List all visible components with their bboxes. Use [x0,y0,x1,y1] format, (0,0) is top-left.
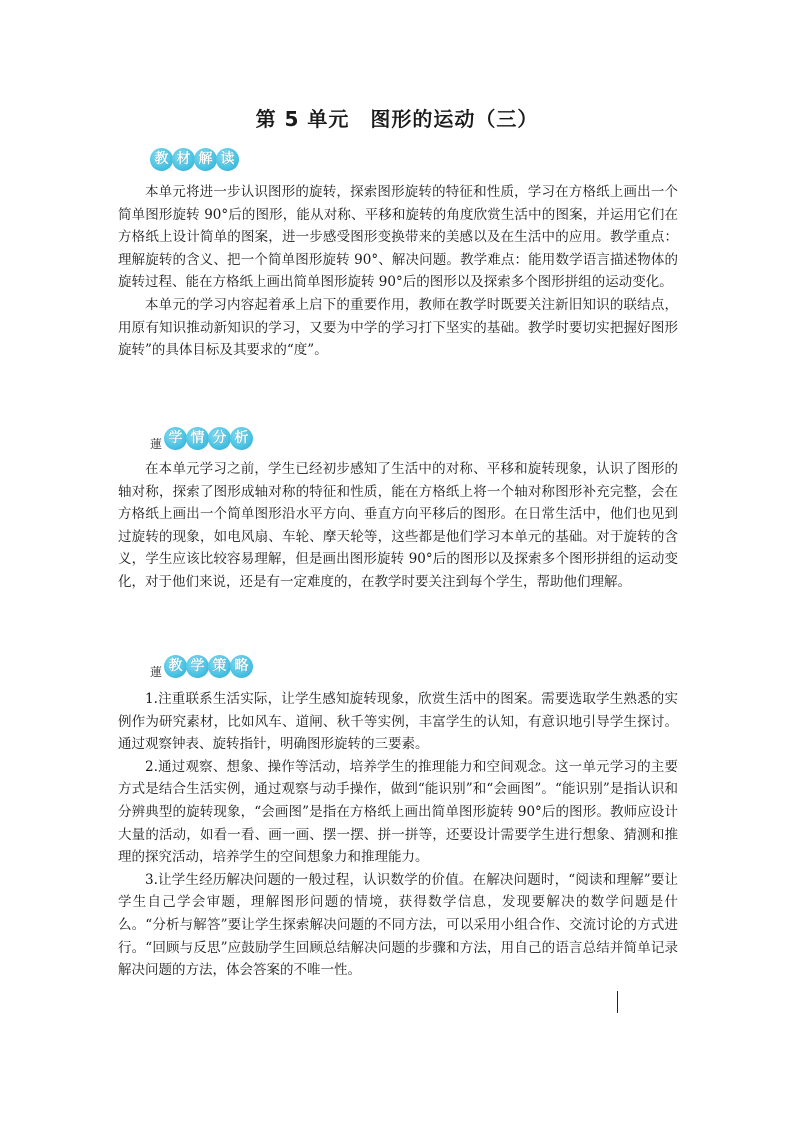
badge-char: 策 [208,655,231,678]
section-badge [150,148,238,171]
section-marker: 蓮 [150,437,163,451]
badge-char: 情 [186,427,209,450]
paragraph: 本单元的学习内容起着承上启下的重要作用，教师在教学时既要关注新旧知识的联结点，用原有知识推动新知识的学习，又要为中学的学习打下坚实的基础。教学时要切实把握好图形旋转”的具体目标及其要求的“度”。 [118,296,678,359]
badge-char: 析 [230,427,253,450]
vertical-divider [617,991,618,1013]
badge-char: 略 [230,655,253,678]
badge-char: 学 [164,427,187,450]
section-header-learning-analysis [150,427,252,450]
section-badge [164,427,252,450]
badge-char: 读 [216,148,239,171]
paragraph: 1.注重联系生活实际，让学生感知旋转现象，欣赏生活中的图案。需要选取学生熟悉的实例作为研究素材，比如风车、道闸、秋千等实例，丰富学生的认知，有意识地引导学生探讨。通过观察钟表、旋转指针，明确图形旋转的三要素。 [118,691,678,753]
page-title: 第 5 单元 图形的运动（三） [255,107,539,131]
paragraph: 3.让学生经历解决问题的一般过程，认识数学的价值。在解决问题时，“阅读和理解”要让学生自己学会审题，理解图形问题的情境，获得数学信息，发现要解决的数学问题是什么。“分析与解答”要让学生探索解决问题的不同方法，可以采用小组合作、交流讨论的方式进行。“回顾与反思”应鼓励学生回顾总结解决问题的步骤和方法，用自己的语言总结并简单记录解决问题的方法，体会答案的不唯一性。 [118,871,678,979]
paragraph: 2.通过观察、想象、操作等活动，培养学生的推理能力和空间观念。这一单元学习的主要方式是结合生活实例，通过观察与动手操作，做到“能识别”和“会画图”。“能识别”是指认识和分辨典型的旋转现象，“会画图”是指在方格纸上画出简单图形旋转 90°后的图形。教师应设计大量的活动，如看一看、画一画、摆一摆、拼一拼等，还要设计需要学生进行想象、猜测和推理的探究活动，培养学生的空间想象力和推理能力。 [118,758,678,866]
section-header-textbook-reading [150,148,238,171]
section-badge [164,655,252,678]
badge-char: 材 [172,148,195,171]
section-body-learning-analysis [118,458,678,594]
paragraph: 本单元将进一步认识图形的旋转，探索图形旋转的特征和性质，学习在方格纸上画出一个简单图形旋转 90°后的图形，能从对称、平移和旋转的角度欣赏生活中的图案，并运用它们在方格纸上设计简单的图案，进一步感受图形变换带来的美感以及在生活中的应用。教学重点：理解旋转的含义、把一个简单图形旋转 90°、解决问题。教学难点：能用数学语言描述物体的旋转过程、能在方格纸上画出简单图形旋转 90°后的图形以及探索多个图形拼组的运动变化。 [118,184,678,291]
section-header-teaching-strategy [150,655,252,678]
badge-char: 教 [150,148,173,171]
badge-char: 解 [194,148,217,171]
section-body-textbook-reading [118,181,678,362]
paragraph: 在本单元学习之前，学生已经初步感知了生活中的对称、平移和旋转现象，认识了图形的轴对称，探索了图形成轴对称的特征和性质，能在方格纸上将一个轴对称图形补充完整，会在方格纸上画出一个简单图形沿水平方向、垂直方向平移后的图形。在日常生活中，他们也见到过旋转的现象，如电风扇、车轮、摩天轮等，这些都是他们学习本单元的基础。对于旋转的含义，学生应该比较容易理解，但是画出图形旋转 90°后的图形以及探索多个图形拼组的运动变化，对于他们来说，还是有一定难度的，在教学时要关注到每个学生，帮助他们理解。 [118,461,678,590]
section-marker: 蓮 [150,665,163,679]
badge-char: 分 [208,427,231,450]
badge-char: 学 [186,655,209,678]
badge-char: 教 [164,655,187,678]
section-body-teaching-strategy [118,688,678,982]
